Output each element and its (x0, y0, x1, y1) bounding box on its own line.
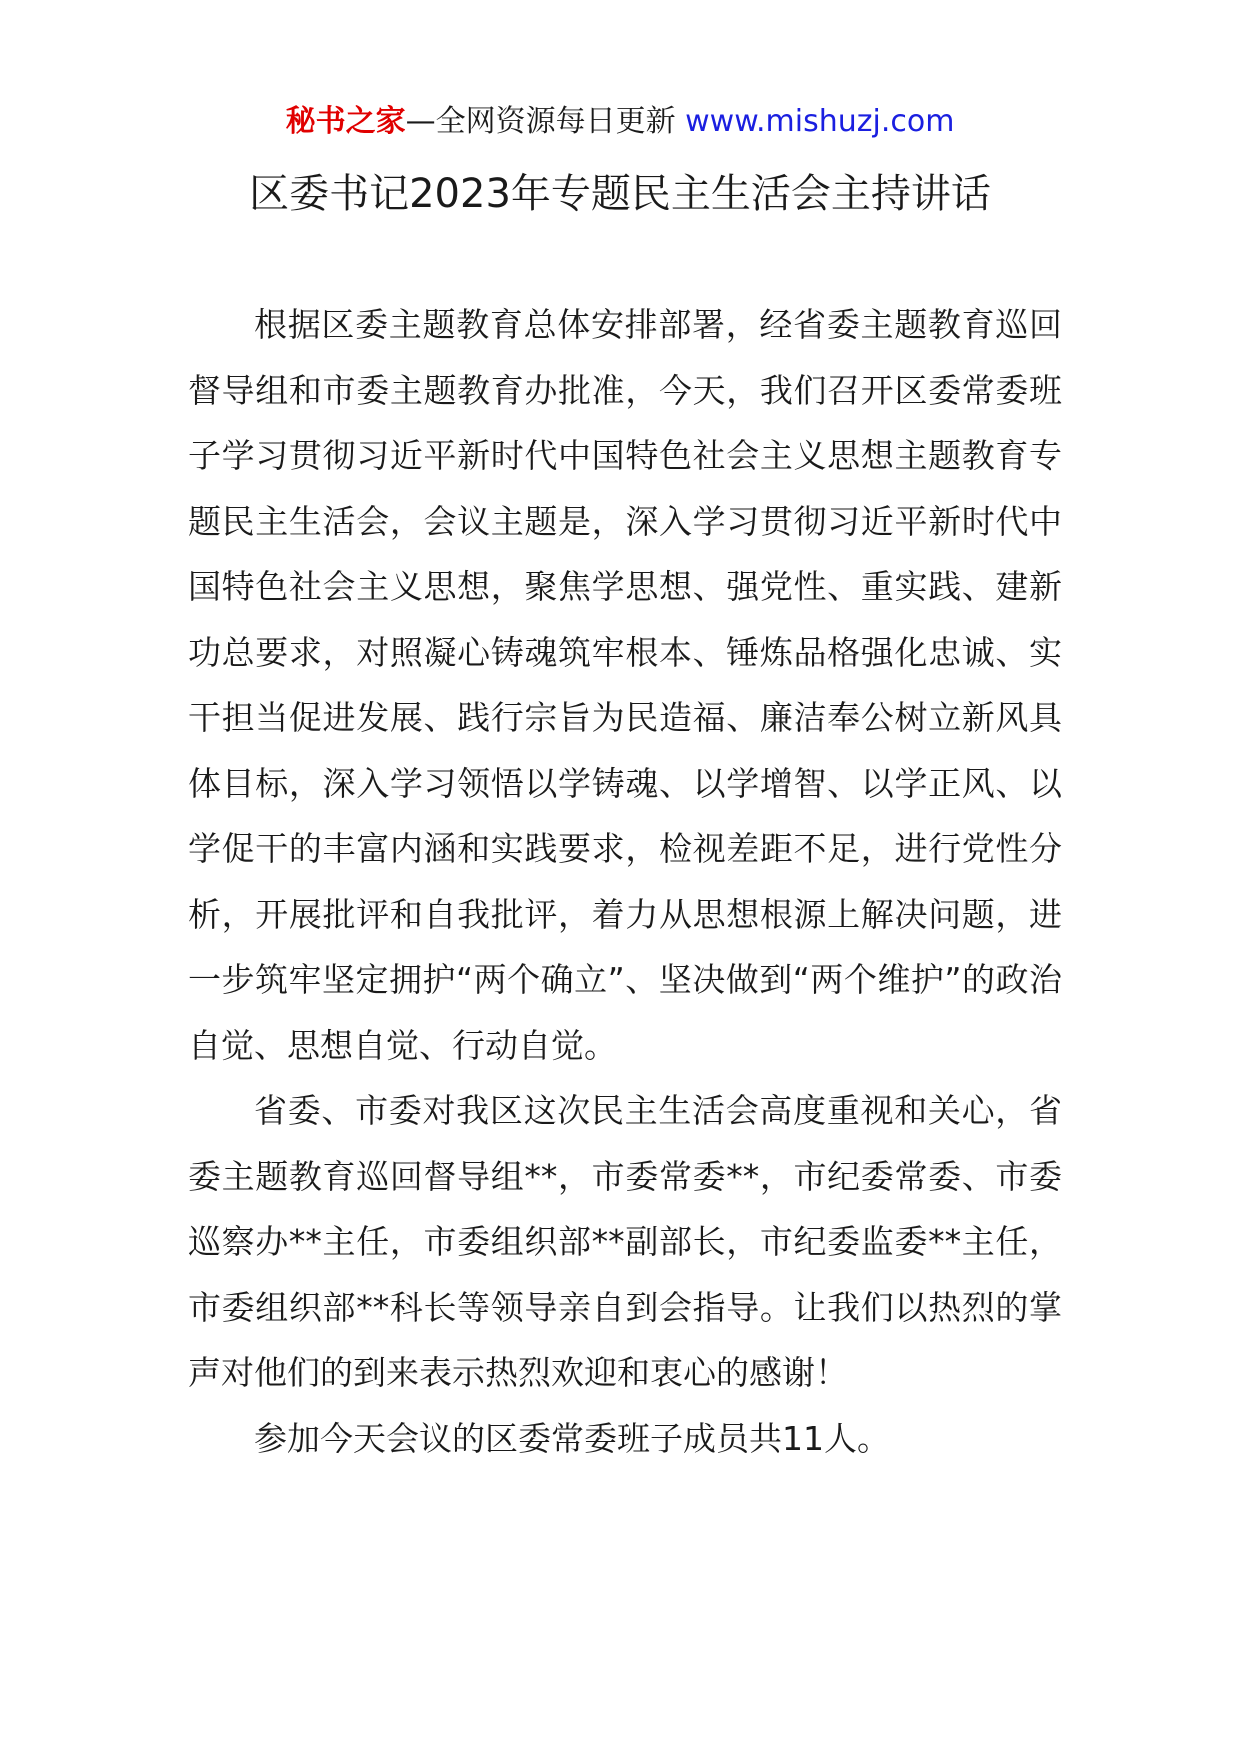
brand-name: 秘书之家 (285, 104, 406, 139)
paragraph-3: 参加今天会议的区委常委班子成员共11人。 (254, 1418, 890, 1458)
site-url-link[interactable]: www.mishuzj.com (685, 104, 955, 139)
paragraph-1: 根据区委主题教育总体安排部署，经省委主题教育巡回督导组和市委主题教育办批准，今天，我们召开区委常委班子学习贯彻习近平新时代中国特色社会主义思想主题教育专题民主生活会，会议主题是，深入学习贯彻习近平新时代中国特色社会主义思想，聚焦学思想、强党性、重实践、建新功总要求，对照凝心铸魂筑牢根本、锤炼品格强化忠诚、实干担当促进发展、践行宗旨为民造福、廉洁奉公树立新风具体目标，深入学习领悟以学铸魂、以学增智、以学正风、以学促干的丰富内涵和实践要求，检视差距不足，进行党性分析，开展批评和自我批评，着力从思想根源上解决问题，进一步筑牢坚定拥护“两个确立”、坚决做到“两个维护”的政治自觉、思想自觉、行动自觉。 (188, 305, 1062, 1065)
document-body (188, 292, 1062, 1471)
paragraph-2: 省委、市委对我区这次民主生活会高度重视和关心，省委主题教育巡回督导组**，市委常委**，市纪委常委、市委巡察办**主任，市委组织部**副部长，市纪委监委**主任，市委组织部**科长等领导亲自到会指导。让我们以热烈的掌声对他们的到来表示热烈欢迎和衷心的感谢！ (188, 1091, 1062, 1392)
site-header (0, 100, 1240, 144)
document-title: 区委书记2023年专题民主生活会主持讲话 (249, 171, 991, 217)
header-tagline: —全网资源每日更新 (405, 104, 676, 139)
